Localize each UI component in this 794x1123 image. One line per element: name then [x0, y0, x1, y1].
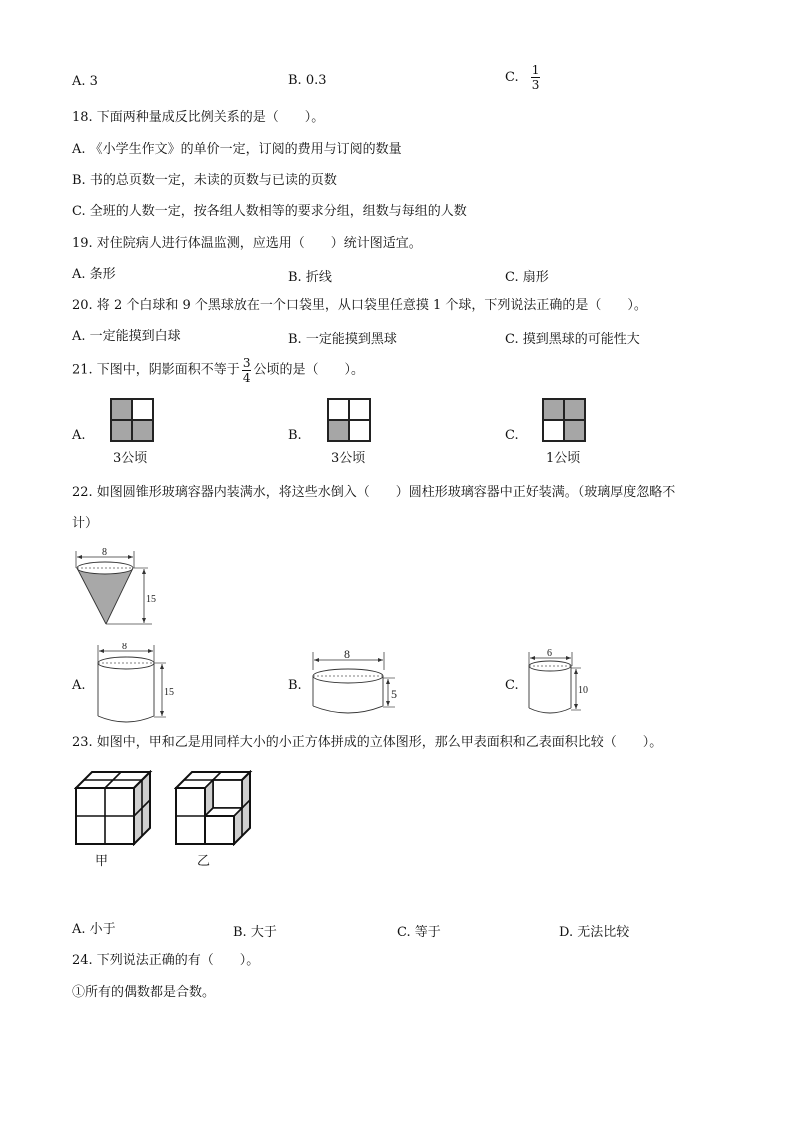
q19-option-c: C. 扇形: [505, 270, 549, 285]
cylinder-diameter-label: 6: [547, 648, 552, 659]
fraction-denominator: 3: [531, 78, 540, 92]
q17-option-a: [72, 73, 98, 91]
q21-option-b-label: B.: [288, 428, 302, 443]
q22-option-c-label: C.: [505, 678, 519, 693]
q17-option-c: [505, 63, 542, 92]
q21-option-c-label: C.: [505, 428, 519, 443]
q22-option-b-label: B.: [288, 678, 302, 693]
q22-option-a-label: A.: [72, 678, 86, 693]
cube-jia-label: 甲: [95, 854, 109, 869]
fraction-denominator: 4: [242, 371, 251, 385]
q20-option-a: A. 一定能摸到白球: [72, 329, 181, 344]
stem-text: 21. 下图中，阴影面积不等于: [72, 362, 240, 378]
cylinder-diameter-label: 8: [344, 648, 350, 661]
grid-cell-shaded: [328, 420, 349, 441]
cylinder-height-label: 10: [578, 685, 588, 696]
q21-option-a-label: A.: [72, 428, 86, 443]
grid-cell-shaded: [564, 420, 585, 441]
grid-cell-shaded: [543, 399, 564, 420]
stem-text: 公顷的是（ ）。: [253, 362, 364, 378]
cylinder-height-label: 5: [391, 687, 397, 701]
q21-stem: [72, 356, 364, 385]
q17-option-b: [288, 73, 327, 88]
cylinder-b-figure: [311, 648, 401, 720]
grid-cell: [349, 420, 370, 441]
q24-item-1: ①所有的偶数都是合数。: [72, 985, 216, 1000]
cube-yi-label: 乙: [197, 854, 211, 869]
grid-cell: [132, 399, 153, 420]
grid-cell-shaded: [132, 420, 153, 441]
cylinder-a-figure: [94, 643, 174, 725]
grid-cell-shaded: [111, 420, 132, 441]
option-text: 0.3: [305, 73, 327, 88]
q20-option-b: B. 一定能摸到黑球: [288, 332, 397, 347]
q21-caption-b: 3公顷: [331, 451, 366, 466]
q23-option-c: C. 等于: [397, 925, 441, 940]
q21-grid-a: [110, 398, 154, 442]
q20-option-c: C. 摸到黑球的可能性大: [505, 332, 640, 347]
q22-stem-line2: 计）: [72, 516, 99, 531]
fraction-one-third: [531, 63, 541, 92]
q19-option-a: A. 条形: [72, 267, 116, 282]
q18-option-c: C. 全班的人数一定，按各组人数相等的要求分组，组数与每组的人数: [72, 204, 467, 219]
cube-yi-figure: [174, 770, 254, 846]
q22-stem-line1: 22. 如图圆锥形玻璃容器内装满水，将这些水倒入（ ）圆柱形玻璃容器中正好装满。（玻璃厚度忽略不: [72, 485, 676, 500]
option-label: B.: [288, 73, 302, 88]
grid-cell: [349, 399, 370, 420]
cylinder-c-figure: [527, 648, 597, 720]
q21-caption-c: 1公顷: [546, 451, 581, 466]
cylinder-diameter-label: 8: [122, 643, 127, 652]
q21-caption-a: 3公顷: [113, 451, 148, 466]
cone-height-label: 15: [146, 594, 156, 605]
q23-option-a: A. 小于: [72, 922, 116, 937]
cylinder-height-label: 15: [164, 687, 174, 698]
fraction-numerator: 3: [242, 356, 251, 370]
cube-jia-figure: [74, 770, 154, 846]
cone-figure: [72, 548, 162, 630]
grid-cell: [328, 399, 349, 420]
q18-option-a: A. 《小学生作文》的单价一定，订阅的费用与订阅的数量: [72, 142, 402, 157]
fraction-numerator: 1: [531, 63, 540, 77]
option-text: 3: [89, 74, 98, 89]
q23-option-b: B. 大于: [233, 925, 277, 940]
q19-option-b: B. 折线: [288, 270, 332, 285]
fraction-three-quarters: [242, 356, 252, 385]
cone-diameter-label: 8: [102, 548, 107, 558]
q18-option-b: B. 书的总页数一定，未读的页数与已读的页数: [72, 173, 337, 188]
q18-stem: 18. 下面两种量成反比例关系的是（ ）。: [72, 110, 325, 125]
q21-grid-c: [542, 398, 586, 442]
q19-stem: 19. 对住院病人进行体温监测，应选用（ ）统计图适宜。: [72, 236, 422, 251]
q23-stem: 23. 如图中，甲和乙是用同样大小的小正方体拼成的立体图形，那么甲表面积和乙表面积比较（ ）。: [72, 735, 663, 750]
q23-option-d: D. 无法比较: [559, 925, 630, 940]
grid-cell-shaded: [564, 399, 585, 420]
q24-stem: 24. 下列说法正确的有（ ）。: [72, 953, 260, 968]
q21-grid-b: [327, 398, 371, 442]
q20-stem: 20. 将 2 个白球和 9 个黑球放在一个口袋里，从口袋里任意摸 1 个球，下列说法正确的是（ ）。: [72, 298, 647, 313]
option-label: C.: [505, 70, 519, 85]
option-label: A.: [72, 74, 86, 89]
grid-cell-shaded: [111, 399, 132, 420]
grid-cell: [543, 420, 564, 441]
